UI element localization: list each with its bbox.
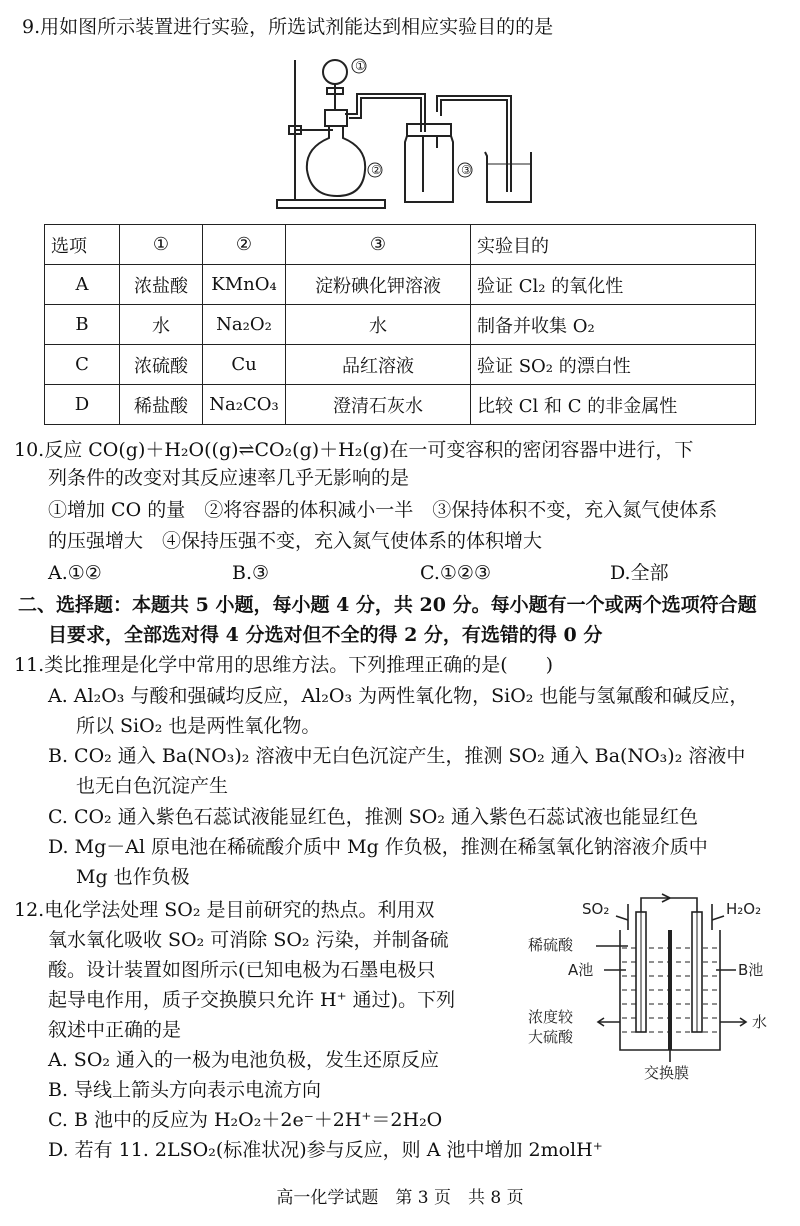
table-cell: Na₂CO₃ — [203, 385, 286, 425]
table-cell: A — [45, 265, 120, 305]
q11-option-b-line1: B. CO₂ 通入 Ba(NO₃)₂ 溶液中无白色沉淀产生，推测 SO₂ 通入 Ba(NO₃)₂ 溶液中 — [48, 745, 746, 767]
q12-stem-line4: 起导电作用，质子交换膜只允许 H⁺ 通过)。下列 — [48, 989, 456, 1011]
pool-b-label: B池 — [738, 961, 764, 979]
table-cell: 浓盐酸 — [120, 265, 203, 305]
q12-option-c: C. B 池中的反应为 H₂O₂＋2e⁻＋2H⁺＝2H₂O — [48, 1109, 443, 1131]
table-cell: Cu — [203, 345, 286, 385]
table-cell: B — [45, 305, 120, 345]
q9-options-table — [44, 224, 756, 425]
q11-option-d-line1: D. Mg－Al 原电池在稀硫酸介质中 Mg 作负极，推测在稀氢氧化钠溶液介质中 — [48, 836, 708, 858]
q12-option-b: B. 导线上箭头方向表示电流方向 — [48, 1079, 322, 1101]
q9-stem: 9.用如图所示装置进行实验，所选试剂能达到相应实验目的的是 — [22, 16, 554, 38]
table-cell: 澄清石灰水 — [286, 385, 471, 425]
h2o2-inlet-label: H₂O₂ — [726, 900, 762, 918]
table-header-row — [45, 225, 756, 265]
table-row — [45, 305, 756, 345]
q10-line2: 列条件的改变对其反应速率几乎无影响的是 — [48, 467, 410, 489]
label-3: ③ — [461, 163, 472, 177]
table-cell: 验证 SO₂ 的漂白性 — [471, 345, 756, 385]
q10-line4: 的压强增大 ④保持压强不变，充入氮气使体系的体积增大 — [48, 530, 543, 552]
q10-option-b: B.③ — [232, 562, 270, 584]
section2-heading-line1: 二、选择题：本题共 5 小题，每小题 4 分，共 20 分。每小题有一个或两个选项符合题 — [18, 594, 757, 616]
q11-stem: 11.类比推理是化学中常用的思维方法。下列推理正确的是( ) — [14, 654, 554, 676]
header-cell: ③ — [286, 225, 471, 265]
q10-option-c: C.①②③ — [420, 562, 491, 584]
section2-heading-line2: 目要求，全部选对得 4 分选对但不全的得 2 分，有选错的得 0 分 — [48, 624, 603, 646]
header-cell: 选项 — [45, 225, 120, 265]
q12-stem-line1: 12.电化学法处理 SO₂ 是目前研究的热点。利用双 — [14, 899, 435, 921]
q11-option-a-line1: A. Al₂O₃ 与酸和强碱均反应，Al₂O₃ 为两性氧化物，SiO₂ 也能与氢氟酸和碱反应， — [48, 685, 749, 707]
so2-inlet-label: SO₂ — [582, 900, 610, 918]
conc-acid-label-2: 大硫酸 — [528, 1028, 574, 1046]
q12-stem-line5: 叙述中正确的是 — [48, 1019, 182, 1041]
conc-acid-label-1: 浓度较 — [528, 1008, 574, 1026]
table-cell: Na₂O₂ — [203, 305, 286, 345]
q12-option-d: D. 若有 11. 2LSO₂(标准状况)参与反应，则 A 池中增加 2molH⁺ — [48, 1139, 603, 1161]
q12-stem-line2: 氧水氧化吸收 SO₂ 可消除 SO₂ 污染，并制备硫 — [48, 929, 449, 951]
q12-cell-diagram — [520, 890, 790, 1094]
table-row — [45, 265, 756, 305]
q12-stem-line3: 酸。设计装置如图所示(已知电极为石墨电极只 — [48, 959, 436, 981]
table-cell: 水 — [286, 305, 471, 345]
pool-a-label: A池 — [568, 961, 594, 979]
table-cell: 浓硫酸 — [120, 345, 203, 385]
q11-option-b-line2: 也无白色沉淀产生 — [76, 775, 229, 797]
table-cell: C — [45, 345, 120, 385]
table-cell: 淀粉碘化钾溶液 — [286, 265, 471, 305]
table-cell: D — [45, 385, 120, 425]
q10-line3: ①增加 CO 的量 ②将容器的体积减小一半 ③保持体积不变，充入氮气使体系 — [48, 499, 718, 521]
table-cell: 品红溶液 — [286, 345, 471, 385]
table-cell: 制备并收集 O₂ — [471, 305, 756, 345]
table-cell: KMnO₄ — [203, 265, 286, 305]
table-cell: 比较 Cl 和 C 的非金属性 — [471, 385, 756, 425]
header-cell: ② — [203, 225, 286, 265]
table-cell: 验证 Cl₂ 的氧化性 — [471, 265, 756, 305]
q10-option-d: D.全部 — [610, 562, 669, 584]
q12-option-a: A. SO₂ 通入的一极为电池负极，发生还原反应 — [48, 1049, 440, 1071]
header-cell: ① — [120, 225, 203, 265]
header-cell: 实验目的 — [471, 225, 756, 265]
water-outlet-label: 水 — [752, 1013, 768, 1031]
table-cell: 稀盐酸 — [120, 385, 203, 425]
membrane-label: 交换膜 — [644, 1064, 690, 1082]
q9-apparatus-diagram — [265, 52, 545, 218]
table-row — [45, 345, 756, 385]
label-1: ① — [355, 59, 366, 73]
q10-option-a: A.①② — [48, 562, 102, 584]
dilute-acid-label: 稀硫酸 — [528, 936, 574, 954]
label-2: ② — [371, 163, 382, 177]
q11-option-d-line2: Mg 也作负极 — [76, 866, 190, 888]
q10-line1: 10.反应 CO(g)＋H₂O((g)⇌CO₂(g)＋H₂(g)在一可变容积的密闭容器中进行，下 — [14, 439, 694, 461]
table-row — [45, 385, 756, 425]
q11-option-a-line2: 所以 SiO₂ 也是两性氧化物。 — [76, 715, 321, 737]
page-footer: 高一化学试题 第 3 页 共 8 页 — [276, 1188, 524, 1208]
q11-option-c: C. CO₂ 通入紫色石蕊试液能显红色，推测 SO₂ 通入紫色石蕊试液也能显红色 — [48, 806, 699, 828]
table-cell: 水 — [120, 305, 203, 345]
